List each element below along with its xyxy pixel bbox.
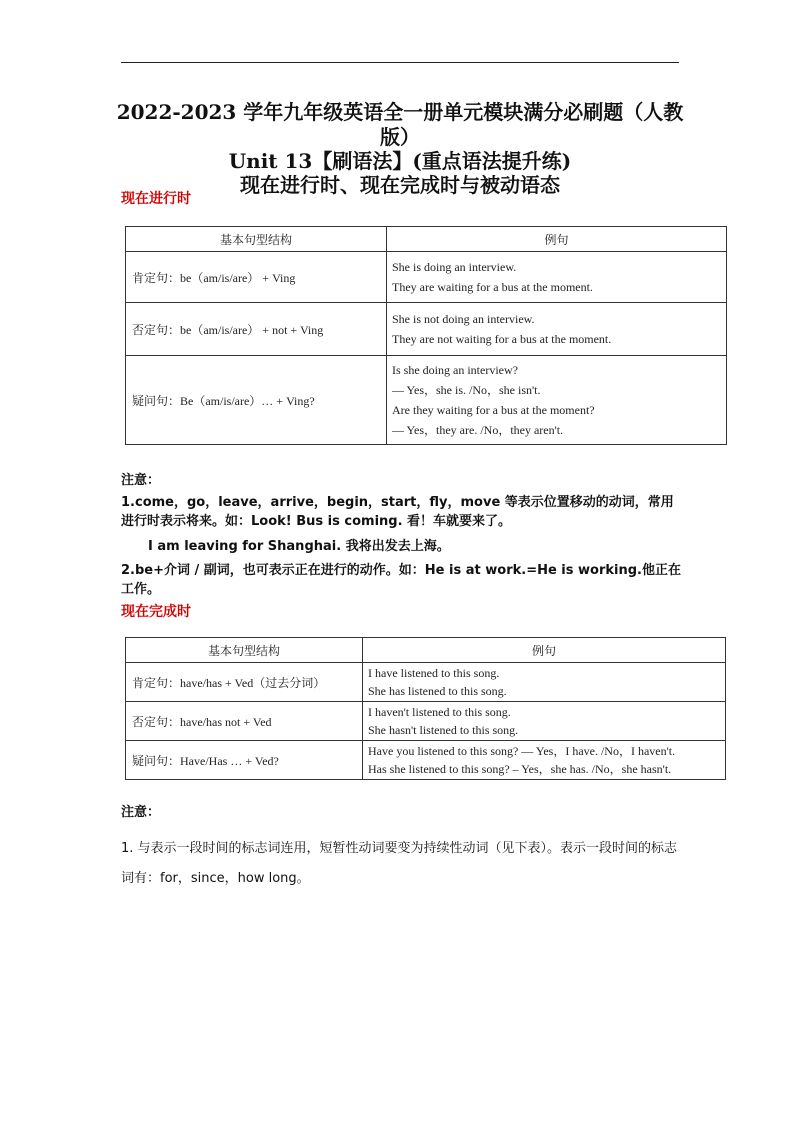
- example-line: Have you listened to this song? — Yes，I have. /No，I haven't.: [368, 744, 676, 758]
- section-heading-present-perfect: 现在完成时: [121, 604, 191, 620]
- example-cell: [363, 741, 726, 780]
- doc-title-line-4: 现在进行时、现在完成时与被动语态: [240, 173, 560, 197]
- table-header-row: [126, 227, 727, 252]
- structure-cell: 肯定句：have/has + Ved（过去分词）: [126, 663, 363, 702]
- present-progressive-table: [125, 226, 727, 445]
- example-line: She has listened to this song.: [368, 684, 507, 698]
- header-rule: [121, 62, 679, 63]
- column-header-structure: 基本句型结构: [126, 227, 387, 252]
- doc-title-line-1: 2022-2023 学年九年级英语全一册单元模块满分必刷题（人教: [116, 100, 684, 124]
- example-line: I haven't listened to this song.: [368, 705, 511, 719]
- example-line: They are not waiting for a bus at the moment.: [392, 332, 612, 346]
- example-cell: [363, 663, 726, 702]
- table-row: [126, 702, 726, 741]
- example-line: Is she doing an interview?: [392, 363, 518, 377]
- example-line: She is not doing an interview.: [392, 312, 535, 326]
- example-line: I have listened to this song.: [368, 666, 500, 680]
- table-header-row: [126, 638, 726, 663]
- example-line: — Yes，she is. /No，she isn't.: [392, 383, 541, 397]
- structure-cell: 肯定句：be（am/is/are） + Ving: [126, 252, 387, 303]
- example-line: She is doing an interview.: [392, 260, 517, 274]
- example-line: She hasn't listened to this song.: [368, 723, 519, 737]
- table-row: [126, 252, 727, 303]
- doc-title-line-2: 版）: [380, 125, 420, 149]
- note-title: 注意：: [121, 473, 161, 488]
- structure-cell: 疑问句：Have/Has … + Ved?: [126, 741, 363, 780]
- example-cell: [363, 702, 726, 741]
- note-example: I am leaving for Shanghai. 我将出发去上海。: [148, 539, 450, 554]
- note-paragraph: 2.be+介词 / 副词，也可表示正在进行的动作。如：He is at work.=He is working.他正在工作。: [121, 563, 681, 597]
- structure-cell: 疑问句：Be（am/is/are）… + Ving?: [126, 356, 387, 445]
- table-row: [126, 303, 727, 356]
- section-heading-present-progressive: 现在进行时: [121, 191, 191, 207]
- note-paragraph: 1. 与表示一段时间的标志词连用，短暂性动词要变为持续性动词（见下表）。表示一段时间的标志词有：for，since，how long。: [121, 841, 678, 886]
- example-cell: [387, 252, 727, 303]
- table-row: [126, 741, 726, 780]
- structure-cell: 否定句：have/has not + Ved: [126, 702, 363, 741]
- column-header-example: 例句: [387, 227, 727, 252]
- example-line: — Yes，they are. /No，they aren't.: [392, 423, 564, 437]
- column-header-example: 例句: [363, 638, 726, 663]
- example-cell: [387, 356, 727, 445]
- note-title: 注意：: [121, 805, 161, 820]
- note-paragraph: 1.come，go，leave，arrive，begin，start，fly，move 等表示位置移动的动词，常用进行时表示将来。如：Look! Bus is coming. 看！车就要来了。: [121, 495, 674, 529]
- table-row: [126, 663, 726, 702]
- column-header-structure: 基本句型结构: [126, 638, 363, 663]
- present-perfect-table: [125, 637, 726, 780]
- doc-title-line-3: Unit 13【刷语法】(重点语法提升练): [228, 149, 572, 173]
- example-cell: [387, 303, 727, 356]
- example-line: Are they waiting for a bus at the moment?: [392, 403, 595, 417]
- structure-cell: 否定句：be（am/is/are） + not + Ving: [126, 303, 387, 356]
- table-row: [126, 356, 727, 445]
- example-line: Has she listened to this song? – Yes，she has. /No，she hasn't.: [368, 762, 672, 776]
- example-line: They are waiting for a bus at the moment.: [392, 280, 593, 294]
